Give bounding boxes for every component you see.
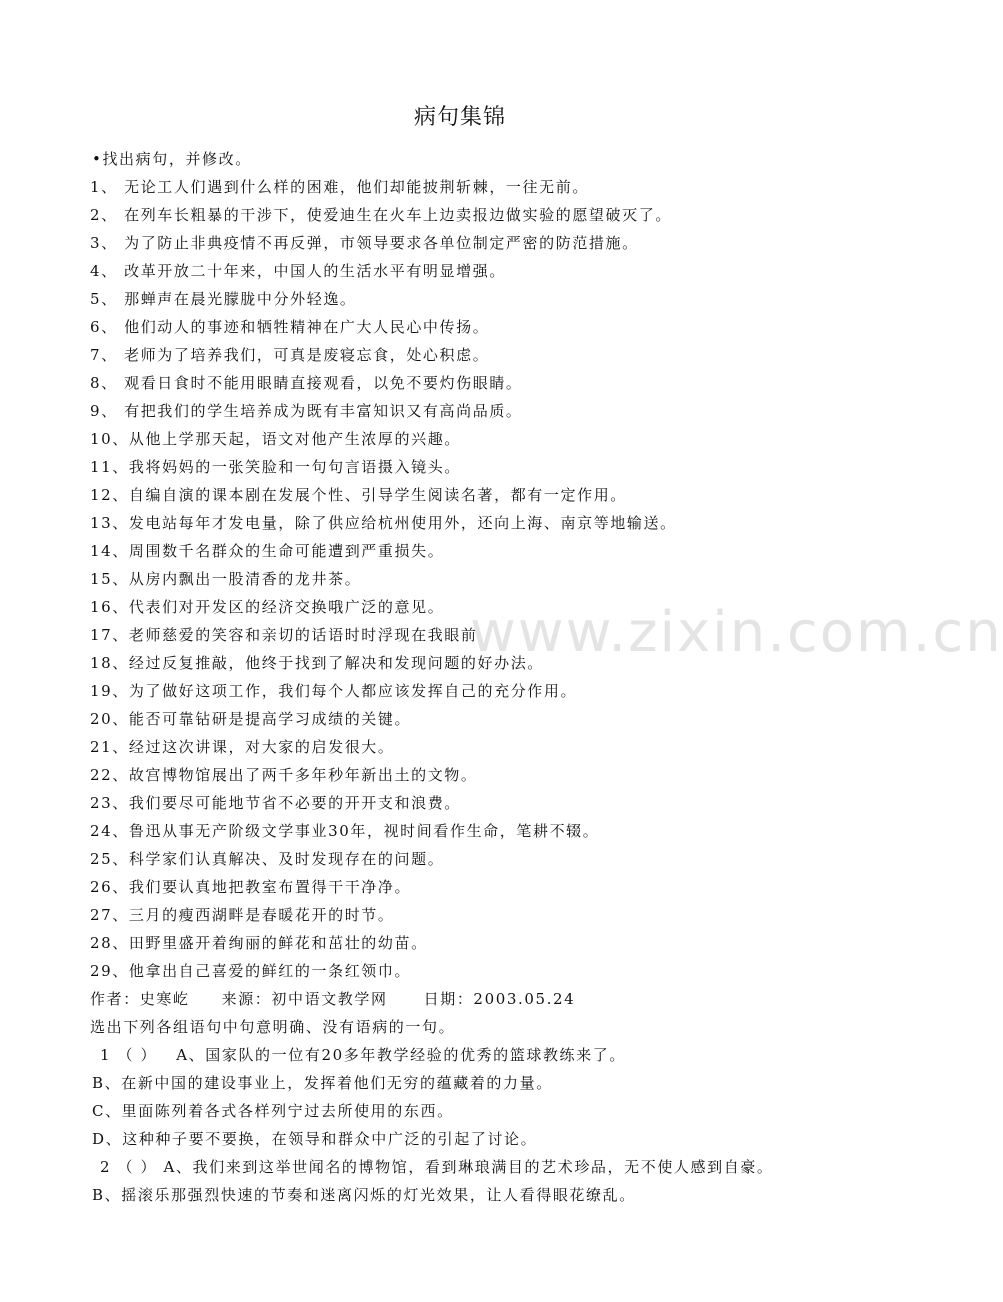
sentence-item: 12、自编自演的课本剧在发展个性、引导学生阅读名著，都有一定作用。 <box>90 486 627 504</box>
answer-bracket: （ ） <box>117 1158 158 1176</box>
sentence-item: 4、 改革开放二十年来，中国人的生活水平有明显增强。 <box>90 262 506 280</box>
sentence-item: 16、代表们对开发区的经济交换哦广泛的意见。 <box>90 598 445 616</box>
sentence-item: 1、 无论工人们遇到什么样的困难，他们却能披荆斩棘，一往无前。 <box>90 178 589 196</box>
question-number: 1 <box>100 1046 112 1064</box>
publish-date: 日期：2003.05.24 <box>423 990 576 1008</box>
sentence-item: 9、 有把我们的学生培养成为既有丰富知识又有高尚品质。 <box>90 402 523 420</box>
document-body <box>90 147 870 1211</box>
sentence-item: 29、他拿出自己喜爱的鲜红的一条红领巾。 <box>90 962 412 980</box>
page-title: 病句集锦 <box>413 105 506 130</box>
sentence-item: 17、老师慈爱的笑容和亲切的话语时时浮现在我眼前。 <box>90 626 495 644</box>
section2-instruction: 选出下列各组语句中句意明确、没有语病的一句。 <box>90 1018 456 1036</box>
watermark: www.zixin.com.cn <box>470 600 1003 665</box>
sentence-item: 19、为了做好这项工作，我们每个人都应该发挥自己的充分作用。 <box>90 682 578 700</box>
question-2-option-a <box>90 1155 870 1183</box>
sentence-item: 7、 老师为了培养我们，可真是废寝忘食，处心积虑。 <box>90 346 490 364</box>
instruction-line: •找出病句，并修改。 <box>92 150 252 168</box>
source-name: 来源：初中语文教学网 <box>221 990 388 1008</box>
sentence-item: 18、经过反复推敲，他终于找到了解决和发现问题的好办法。 <box>90 654 544 672</box>
sentence-item: 28、田野里盛开着绚丽的鲜花和茁壮的幼苗。 <box>90 934 428 952</box>
question-2-option-b: B、摇滚乐那强烈快速的节奏和迷离闪烁的灯光效果，让人看得眼花缭乱。 <box>92 1186 636 1204</box>
sentence-item: 26、我们要认真地把教室布置得干干净净。 <box>90 878 412 896</box>
sentence-item: 20、能否可靠钻研是提高学习成绩的关键。 <box>90 710 412 728</box>
question-1-option-d: D、这种种子要不要换，在领导和群众中广泛的引起了讨论。 <box>92 1130 538 1148</box>
sentence-list <box>90 175 870 987</box>
sentence-item: 3、 为了防止非典疫情不再反弹，市领导要求各单位制定严密的防范措施。 <box>90 234 639 252</box>
option-text: A、国家队的一位有20多年教学经验的优秀的篮球教练来了。 <box>176 1046 626 1064</box>
author-name: 作者：史寒屹 <box>90 990 190 1008</box>
sentence-item: 2、 在列车长粗暴的干涉下，使爱迪生在火车上边卖报边做实验的愿望破灭了。 <box>90 206 672 224</box>
sentence-item: 15、从房内飘出一股清香的龙井茶。 <box>90 570 362 588</box>
sentence-item: 24、鲁迅从事无产阶级文学事业30年，视时间看作生命，笔耕不辍。 <box>90 822 600 840</box>
sentence-item: 8、 观看日食时不能用眼睛直接观看，以免不要灼伤眼睛。 <box>90 374 523 392</box>
author-info-line <box>90 987 870 1015</box>
option-text: A、我们来到这举世闻名的博物馆，看到琳琅满目的艺术珍品，无不使人感到自豪。 <box>163 1158 774 1176</box>
sentence-item: 23、我们要尽可能地节省不必要的开开支和浪费。 <box>90 794 461 812</box>
answer-bracket: （ ） <box>117 1046 158 1064</box>
sentence-item: 27、三月的瘦西湖畔是春暖花开的时节。 <box>90 906 395 924</box>
question-list <box>90 1043 870 1211</box>
sentence-item: 10、从他上学那天起，语文对他产生浓厚的兴趣。 <box>90 430 461 448</box>
sentence-item: 5、 那蝉声在晨光朦胧中分外轻逸。 <box>90 290 357 308</box>
question-1-option-b: B、在新中国的建设事业上，发挥着他们无穷的蕴藏着的力量。 <box>92 1074 553 1092</box>
sentence-item: 25、科学家们认真解决、及时发现存在的问题。 <box>90 850 445 868</box>
sentence-item: 13、发电站每年才发电量，除了供应给杭州使用外，还向上海、南京等地输送。 <box>90 514 677 532</box>
sentence-item: 11、我将妈妈的一张笑脸和一句句言语摄入镜头。 <box>90 458 461 476</box>
sentence-item: 22、故宫博物馆展出了两千多年秒年新出土的文物。 <box>90 766 478 784</box>
sentence-item: 14、周围数千名群众的生命可能遭到严重损失。 <box>90 542 445 560</box>
question-1-option-a <box>90 1043 870 1071</box>
sentence-item: 6、 他们动人的事迹和牺牲精神在广大人民心中传扬。 <box>90 318 490 336</box>
sentence-item: 21、经过这次讲课，对大家的启发很大。 <box>90 738 395 756</box>
question-1-option-c: C、里面陈列着各式各样列宁过去所使用的东西。 <box>92 1102 454 1120</box>
question-number: 2 <box>100 1158 112 1176</box>
